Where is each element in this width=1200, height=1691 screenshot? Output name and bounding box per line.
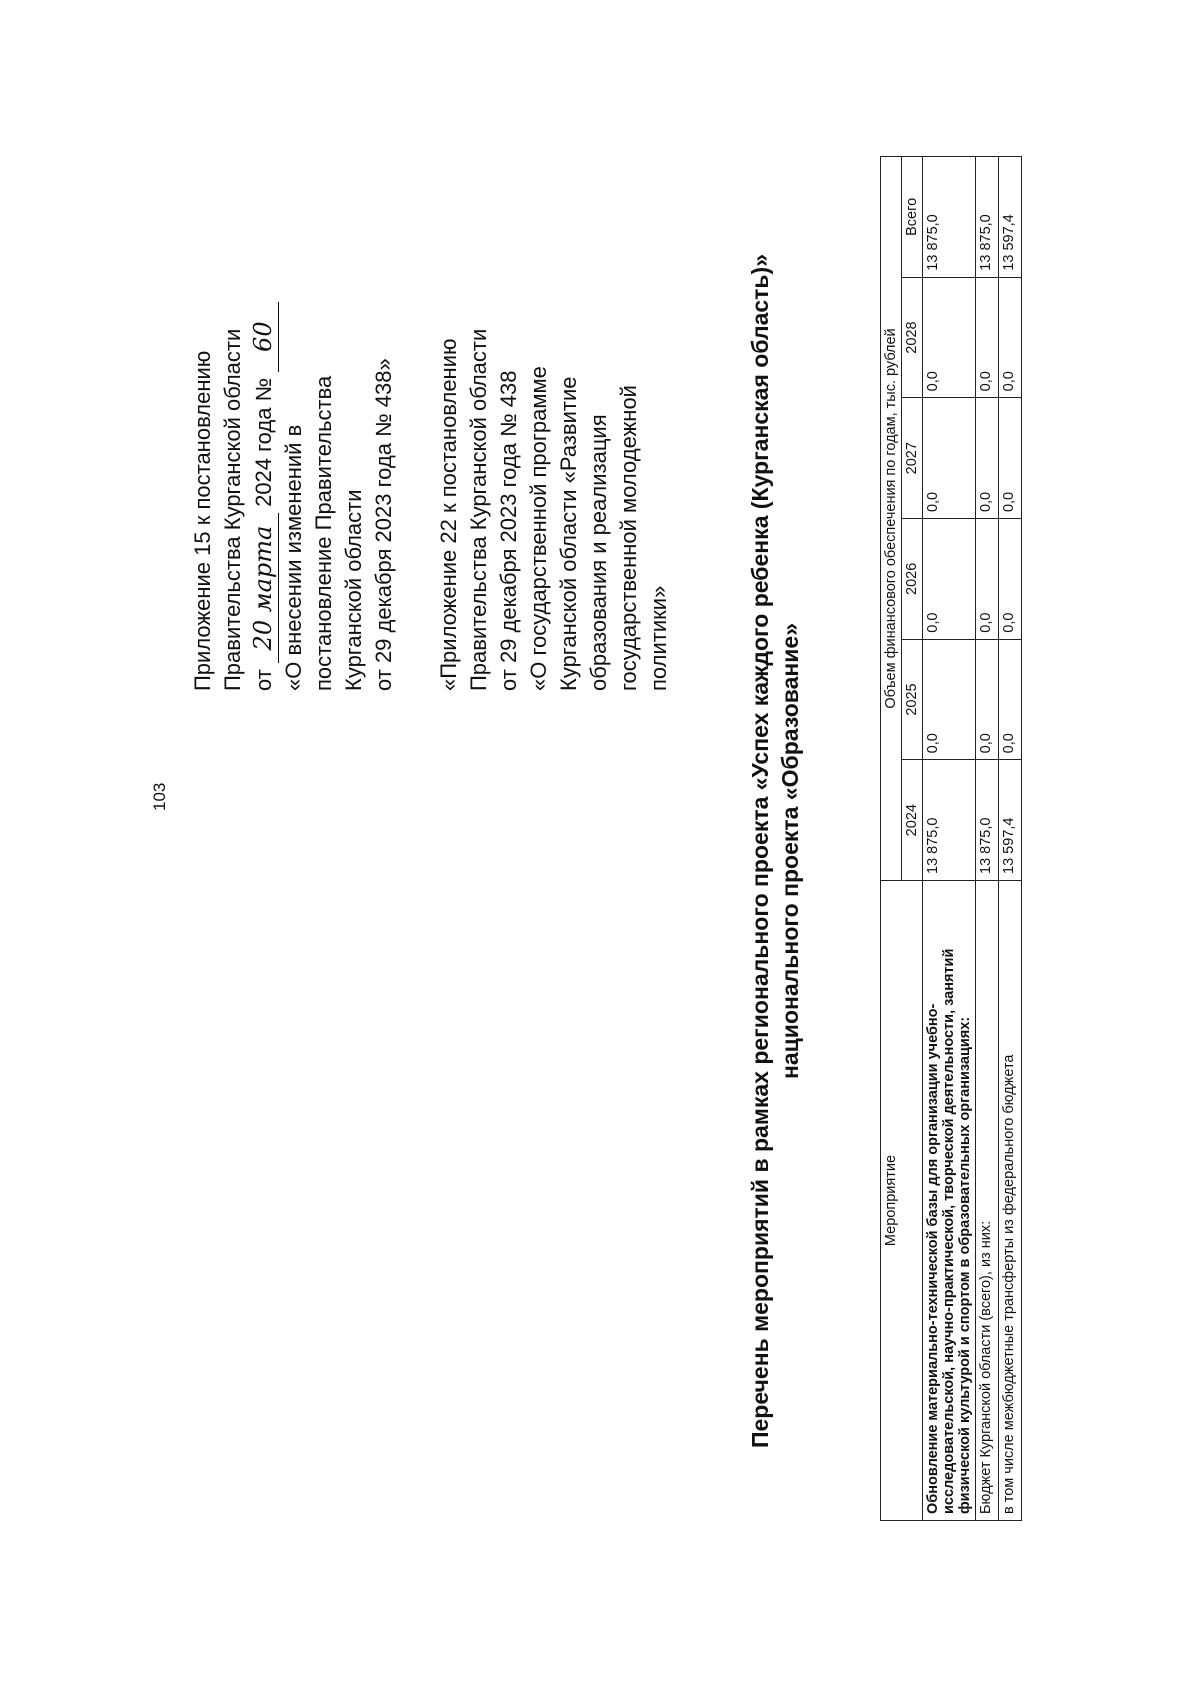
handwritten-number: 60	[248, 302, 279, 372]
date-prefix: от	[251, 669, 276, 691]
table-header-row	[881, 157, 902, 1521]
document-title	[745, 71, 805, 1631]
table-row	[976, 157, 999, 1521]
appendix-line: Курганской области «Развитие	[556, 376, 581, 691]
value-cell: 13 875,0	[976, 157, 999, 278]
appendix-line: государственной молодежной	[616, 385, 641, 691]
appendix-date-line	[248, 0, 279, 691]
table-row	[999, 157, 1022, 1521]
value-cell: 0,0	[976, 277, 999, 398]
value-cell: 0,0	[999, 398, 1022, 519]
value-cell: 0,0	[999, 639, 1022, 760]
year-header: 2027	[902, 398, 923, 519]
funding-table	[880, 156, 1022, 1521]
appendix-line: «О внесении изменений в	[281, 424, 306, 691]
page-number: 103	[150, 782, 169, 811]
activity-cell: в том числе межбюджетные трансферты из федерального бюджета	[999, 881, 1022, 1521]
value-cell: 0,0	[923, 519, 976, 640]
title-line-1: Перечень мероприятий в рамках регионального проекта «Успех каждого ребенка (Курганская область)»	[747, 253, 773, 1449]
appendix-line: Приложение 15 к постановлению	[190, 350, 215, 691]
value-cell: 0,0	[976, 639, 999, 760]
appendix-line: от 29 декабря 2023 года № 438	[496, 370, 521, 691]
appendix-line: политики»	[646, 585, 671, 691]
appendix-line: Правительства Курганской области	[466, 328, 491, 691]
value-cell: 13 597,4	[999, 157, 1022, 278]
appendix-line: Правительства Курганской области	[220, 328, 245, 691]
year-header: 2026	[902, 519, 923, 640]
title-line-2: национального проекта «Образование»	[777, 623, 803, 1080]
total-header: Всего	[902, 157, 923, 278]
value-cell: 0,0	[923, 398, 976, 519]
value-cell: 13 597,4	[999, 760, 1022, 881]
year-header: 2025	[902, 639, 923, 760]
appendix-current-header	[188, 0, 399, 691]
activity-cell: Бюджет Курганской области (всего), из них:	[976, 881, 999, 1521]
appendix-line: «Приложение 22 к постановлению	[436, 338, 461, 691]
value-cell: 0,0	[923, 277, 976, 398]
activity-cell: Обновление материально-технической базы для организации учебно-исследовательской, научно-практической, творческой деятельности, занятий физической культурой и спортом в образовательных организациях:	[923, 881, 976, 1521]
year-header: 2024	[902, 760, 923, 881]
value-cell: 13 875,0	[923, 157, 976, 278]
appendix-line: постановление Правительства	[311, 375, 336, 691]
date-year-text: 2024 года №	[251, 377, 276, 507]
value-cell: 0,0	[976, 398, 999, 519]
value-cell: 0,0	[976, 519, 999, 640]
appendix-line: Курганской области	[341, 489, 366, 691]
handwritten-date: 20 марта	[248, 513, 279, 663]
value-cell: 0,0	[923, 639, 976, 760]
appendix-line: от 29 декабря 2023 года № 438»	[371, 358, 396, 691]
year-header: 2028	[902, 277, 923, 398]
value-cell: 13 875,0	[976, 760, 999, 881]
header-activity: Мероприятие	[881, 881, 923, 1521]
header-funding: Объем финансового обеспечения по годам, тыс. рублей	[881, 157, 902, 881]
appendix-line: образования и реализация	[586, 414, 611, 691]
value-cell: 0,0	[999, 519, 1022, 640]
table-row	[923, 157, 976, 1521]
appendix-original-header	[434, 0, 674, 691]
appendix-line: «О государственной программе	[526, 366, 551, 691]
value-cell: 13 875,0	[923, 760, 976, 881]
value-cell: 0,0	[999, 277, 1022, 398]
